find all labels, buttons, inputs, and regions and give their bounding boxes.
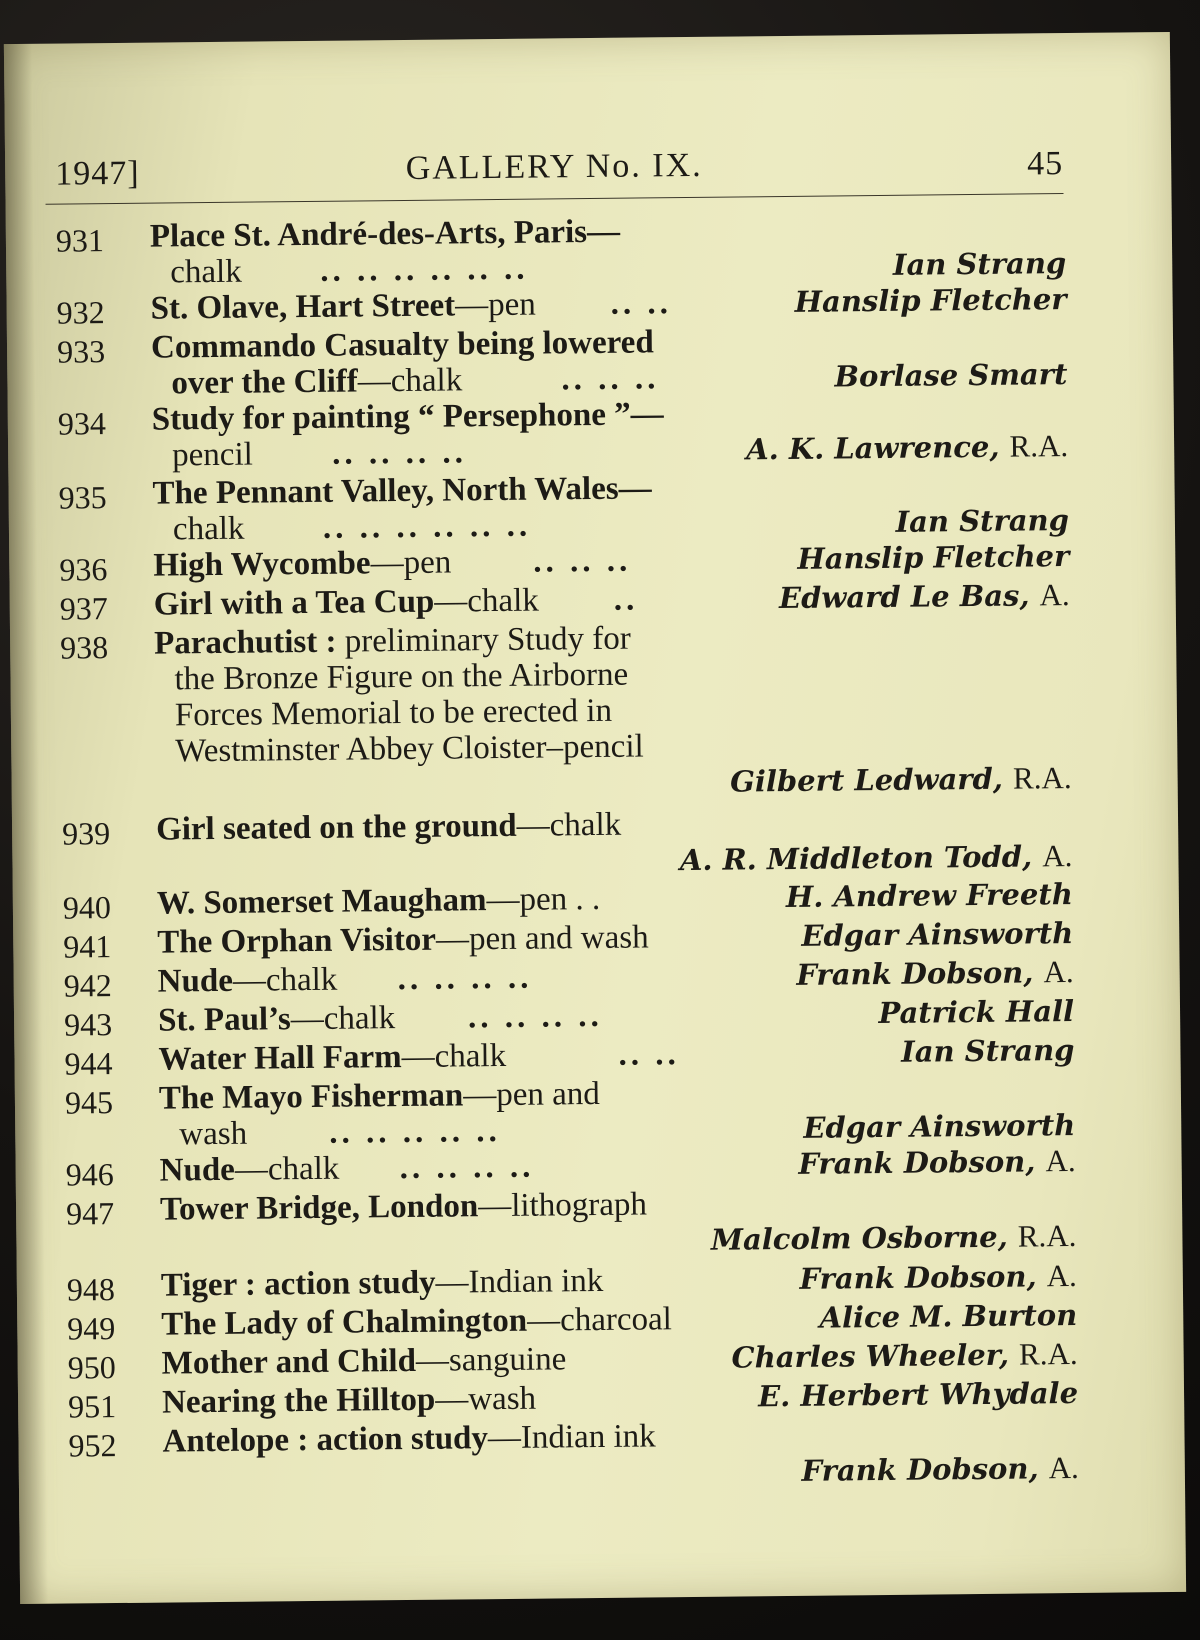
entry-number: 937	[59, 590, 108, 627]
entry-number: 932	[56, 294, 105, 331]
entry-honour: A.	[1039, 577, 1070, 613]
entry-number: 938	[59, 629, 109, 666]
leader-dots: ..	[613, 581, 639, 618]
entry-number: 939	[61, 815, 111, 852]
leader-dots: .. .. .. ..	[467, 997, 604, 1036]
leader-dots: .. .. .. .. ..	[329, 1113, 501, 1151]
entry-945: 945 The Mayo Fisherman—pen and wash .. .. .. .. .. Edgar Ainsworth	[64, 1075, 1076, 1153]
entry-title: Nude	[159, 1151, 236, 1189]
entry-medium: —wash	[435, 1380, 537, 1418]
entry-medium: —chalk	[401, 1037, 507, 1076]
entry-medium: —Indian ink	[487, 1418, 656, 1457]
entry-artist: Malcolm Osborne, R.A.	[710, 1217, 1077, 1257]
entry-honour: R.A.	[1009, 428, 1069, 464]
entry-artist: Edgar Ainsworth	[801, 915, 1074, 953]
entry-title: W. Somerset Maugham	[156, 882, 487, 922]
page-content	[4, 32, 1186, 1604]
entry-artist: Edward Le Bas, A.	[778, 577, 1070, 616]
entry-medium: —lithograph	[478, 1186, 648, 1225]
entry-number: 947	[65, 1195, 115, 1232]
entry-medium: —chalk	[234, 1150, 340, 1188]
entry-artist: Borlase Smart	[834, 357, 1068, 394]
entry-honour: A.	[1048, 1449, 1080, 1486]
entry-artist: Ian Strang	[900, 1032, 1075, 1069]
entry-title: High Wycombe	[153, 545, 371, 584]
entry-artist: Charles Wheeler, R.A.	[731, 1335, 1078, 1375]
entry-number: 944	[64, 1045, 113, 1082]
entry-title: Mother and Child	[161, 1342, 417, 1382]
entry-honour: R.A.	[1018, 1335, 1078, 1372]
entry-number: 942	[63, 967, 112, 1004]
entry-medium: —pen and	[463, 1075, 600, 1114]
entry-honour: A.	[1045, 1142, 1076, 1179]
entry-artist: Frank Dobson, A.	[799, 1257, 1078, 1296]
entry-medium: chalk	[170, 253, 242, 291]
entry-947	[66, 1182, 1077, 1265]
entry-title: Commando Casualty being lowered	[150, 324, 654, 366]
entry-artist: A. K. Lawrence, R.A.	[746, 428, 1069, 467]
entry-title: St. Paul’s	[157, 1001, 291, 1039]
leader-dots: .. ..	[610, 285, 673, 322]
leader-dots: .. .. .. ..	[331, 434, 468, 472]
entry-number: 931	[55, 222, 105, 259]
header-title: GALLERY No. IX.	[405, 146, 703, 187]
entry-938: 938 Parachutist : preliminary Study for the Bronze Figure on the Airborne Forces Memorial to be erected in Westminster Abbey Cloister–pencil Gilbert Ledward, R.A.	[60, 616, 1072, 807]
entry-title: Tower Bridge, London	[159, 1188, 479, 1228]
entry-medium: —pen . .	[486, 880, 601, 919]
entry-number: 948	[66, 1271, 116, 1308]
leader-dots: .. .. .. ..	[399, 1148, 535, 1187]
entry-artist: H. Andrew Freeth	[785, 877, 1074, 915]
entry-medium: —pen	[370, 544, 452, 582]
entry-934	[58, 392, 1069, 475]
leader-dots: .. .. ..	[533, 542, 632, 580]
entry-medium: —sanguine	[415, 1341, 567, 1379]
entry-number: 943	[63, 1006, 113, 1043]
page-number: 45	[1026, 145, 1064, 183]
entry-title: Parachutist :	[153, 623, 337, 662]
entry-honour: A.	[1046, 1257, 1078, 1294]
entry-title: Antelope : action study	[162, 1420, 489, 1460]
entry-title: St. Olave, Hart Street	[150, 287, 456, 327]
entry-title: Place St. André-des-Arts, Paris—	[149, 213, 621, 255]
entry-number: 936	[59, 551, 108, 588]
entry-artist: Alice M. Burton	[819, 1297, 1078, 1335]
entry-medium: —chalk	[232, 961, 338, 999]
entry-title: Study for painting “ Persephone ”—	[151, 396, 664, 438]
entry-title: Water Hall Farm	[158, 1039, 402, 1078]
leader-dots: .. .. .. .. .. ..	[322, 507, 532, 546]
entry-artist: Gilbert Ledward, R.A.	[729, 760, 1072, 799]
entry-artist: Ian Strang	[895, 503, 1070, 539]
header-rule	[46, 193, 1064, 205]
entry-artist: A. R. Middleton Todd, A.	[679, 838, 1073, 878]
entry-number: 935	[58, 479, 107, 516]
entry-medium: pencil	[171, 436, 254, 474]
entry-medium: —pen and wash	[435, 919, 649, 958]
entry-medium: —pen	[454, 286, 537, 324]
entry-artist: Ian Strang	[892, 246, 1067, 282]
entry-number: 940	[62, 889, 112, 926]
entry-title: Girl seated on the ground	[155, 807, 517, 848]
entry-medium: —charcoal	[526, 1301, 673, 1339]
entry-title: Girl with a Tea Cup	[153, 583, 435, 623]
entry-title: The Pennant Valley, North Wales—	[152, 470, 652, 512]
entry-honour: R.A.	[1012, 760, 1072, 796]
entry-title: The Mayo Fisherman	[158, 1077, 464, 1117]
leader-dots: .. .. ..	[561, 360, 660, 398]
entry-medium: —chalk	[357, 362, 463, 400]
entry-title: Tiger : action study	[160, 1264, 436, 1304]
entry-medium: —Indian ink	[435, 1262, 604, 1301]
entry-artist: Frank Dobson, A.	[796, 953, 1074, 992]
entry-artist: Edgar Ainsworth	[803, 1107, 1076, 1145]
entry-935	[58, 466, 1069, 549]
catalogue-page	[4, 32, 1186, 1604]
entry-title: Nude	[157, 962, 234, 1000]
entry-title: The Lady of Chalmington	[161, 1302, 528, 1343]
entry-honour: R.A.	[1017, 1217, 1077, 1254]
entry-number: 952	[68, 1427, 117, 1464]
entry-933: 933 Commando Casualty being lowered over the Cliff—chalk .. .. .. Borlase Smart	[56, 324, 1068, 402]
entry-number: 933	[56, 333, 106, 370]
entry-number: 951	[67, 1388, 117, 1425]
entry-artist: Hanslip Fletcher	[794, 282, 1067, 319]
entry-number: 945	[64, 1084, 114, 1121]
entry-artist: Frank Dobson, A.	[798, 1142, 1076, 1181]
entry-honour: A.	[1043, 953, 1074, 990]
entry-medium: chalk	[172, 510, 245, 548]
entry-931	[56, 209, 1067, 292]
entry-medium: —chalk	[434, 582, 539, 620]
entry-number: 946	[65, 1156, 114, 1193]
entry-artist: Hanslip Fletcher	[797, 539, 1070, 576]
entry-939	[62, 802, 1073, 885]
entry-artist: Frank Dobson, A.	[801, 1449, 1080, 1488]
entry-number: 950	[67, 1349, 116, 1386]
leader-dots: .. .. .. .. .. ..	[320, 250, 529, 289]
entry-number: 949	[67, 1310, 116, 1347]
entry-title: The Orphan Visitor	[157, 921, 437, 961]
catalogue-entries	[56, 209, 1079, 1497]
entry-952	[68, 1414, 1079, 1497]
entry-number: 934	[57, 405, 107, 442]
entry-number: 941	[63, 928, 112, 965]
entry-artist: Patrick Hall	[878, 993, 1075, 1031]
entry-medium: —chalk	[290, 1000, 396, 1038]
entry-honour: A.	[1042, 838, 1073, 874]
leader-dots: .. ..	[618, 1036, 680, 1073]
running-header	[45, 141, 1063, 196]
header-year: 1947]	[55, 154, 140, 193]
entry-medium: —chalk	[516, 806, 622, 844]
entry-artist: E. Herbert Whydale	[757, 1375, 1079, 1414]
entry-title: Nearing the Hilltop	[161, 1381, 436, 1421]
leader-dots: .. .. .. ..	[397, 959, 533, 998]
